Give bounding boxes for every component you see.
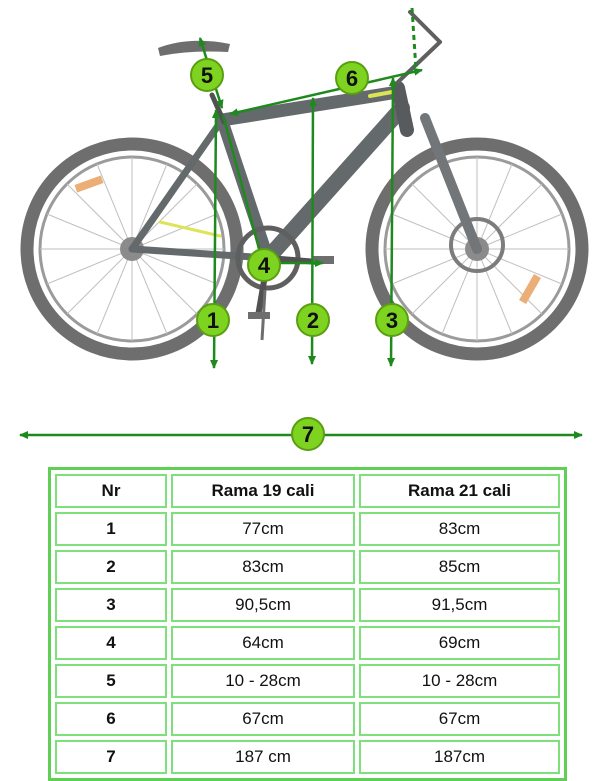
row-nr: 1 [55, 512, 167, 546]
bike-frame [132, 12, 477, 258]
marker-1-label: 1 [206, 308, 220, 333]
row-frame-21-value: 69cm [359, 626, 560, 660]
row-frame-19-value: 90,5cm [171, 588, 355, 622]
row-nr: 5 [55, 664, 167, 698]
row-frame-19-value: 10 - 28cm [171, 664, 355, 698]
table-row [55, 588, 560, 622]
marker-7 [292, 418, 324, 450]
table-row [55, 626, 560, 660]
row-frame-21-value: 91,5cm [359, 588, 560, 622]
row-frame-21-value: 10 - 28cm [359, 664, 560, 698]
table-row [55, 512, 560, 546]
marker-5 [191, 59, 223, 91]
bicycle-illustration [27, 12, 582, 354]
marker-1 [197, 304, 229, 336]
marker-3-label: 3 [385, 308, 399, 333]
table-row [55, 664, 560, 698]
marker-6-label: 6 [345, 66, 359, 91]
table-row [55, 702, 560, 736]
row-nr: 2 [55, 550, 167, 584]
marker-3 [376, 304, 408, 336]
table-row [55, 550, 560, 584]
row-frame-21-value: 83cm [359, 512, 560, 546]
marker-2 [297, 304, 329, 336]
table-header-row [55, 474, 560, 508]
table-row [55, 740, 560, 774]
row-frame-19-value: 77cm [171, 512, 355, 546]
frame-size-table [48, 467, 567, 781]
row-frame-21-value: 85cm [359, 550, 560, 584]
row-frame-19-value: 67cm [171, 702, 355, 736]
marker-5-label: 5 [200, 63, 214, 88]
row-frame-19-value: 83cm [171, 550, 355, 584]
row-nr: 3 [55, 588, 167, 622]
header-frame-19: Rama 19 cali [171, 474, 355, 508]
row-nr: 4 [55, 626, 167, 660]
header-nr: Nr [55, 474, 167, 508]
header-frame-21: Rama 21 cali [359, 474, 560, 508]
marker-6 [336, 62, 368, 94]
marker-4-label: 4 [257, 253, 271, 278]
row-frame-19-value: 187 cm [171, 740, 355, 774]
row-nr: 6 [55, 702, 167, 736]
row-frame-21-value: 67cm [359, 702, 560, 736]
row-frame-21-value: 187cm [359, 740, 560, 774]
marker-2-label: 2 [306, 308, 320, 333]
row-nr: 7 [55, 740, 167, 774]
row-frame-19-value: 64cm [171, 626, 355, 660]
marker-7-label: 7 [301, 422, 315, 447]
marker-4 [248, 249, 280, 281]
